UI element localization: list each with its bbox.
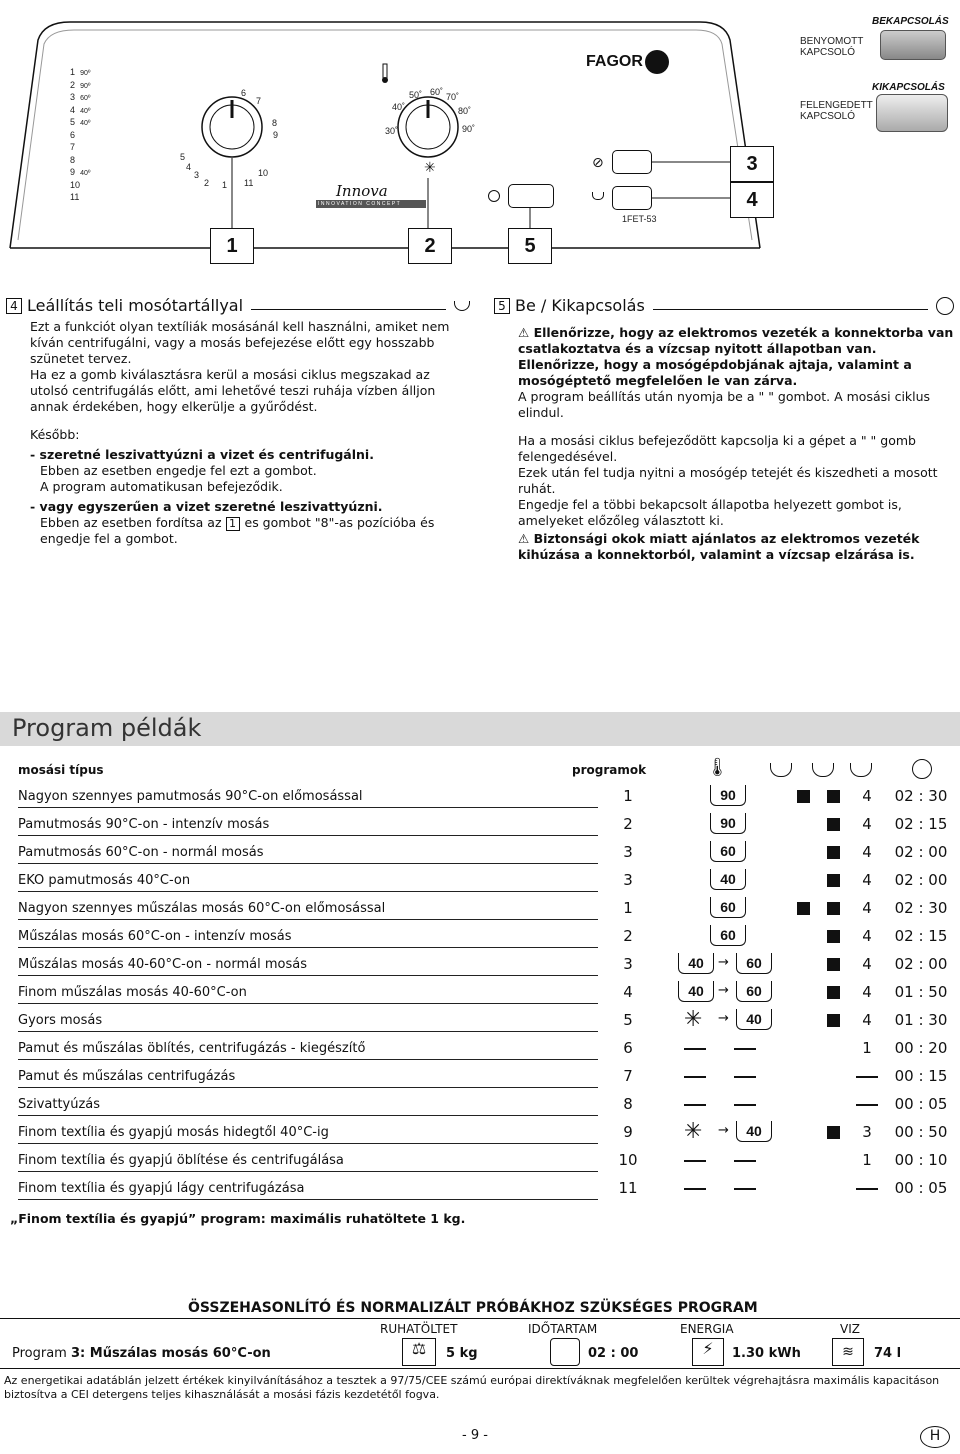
row-name: Finom textília és gyapjú lágy centrifugázása (18, 1181, 598, 1200)
row-duration: 00 : 05 (894, 1179, 948, 1197)
row-temperature (678, 1065, 798, 1089)
row-program: 2 (623, 815, 633, 833)
wash-mark (818, 1123, 848, 1141)
temperature-value: 40 (678, 981, 714, 1002)
wash-icon (812, 763, 834, 777)
fagor-emblem-icon (645, 50, 669, 74)
row-name: Pamut és műszálas centrifugázás (18, 1069, 598, 1088)
dial1-number: 2 (204, 178, 210, 188)
table-row (18, 841, 948, 869)
prewash-mark (788, 899, 818, 917)
start-stop-button[interactable] (508, 184, 554, 208)
table-row (18, 953, 948, 981)
temperature-value: 60 (710, 841, 746, 862)
rinse-count (852, 1067, 882, 1085)
energy-icon: ⚡ (692, 1338, 724, 1366)
row-duration: 02 : 00 (894, 871, 948, 889)
program-list (70, 60, 130, 202)
col-type-header: mosási típus (18, 763, 104, 777)
row-program: 1 (623, 787, 633, 805)
row-program: 3 (623, 955, 633, 973)
rinse-count: 4 (862, 899, 872, 917)
row-program: 8 (623, 1095, 633, 1113)
row-temperature (678, 1037, 798, 1061)
temperature-value: 40 (678, 953, 714, 974)
dial1-number: 4 (186, 162, 192, 172)
row-name: Gyors mosás (18, 1013, 598, 1032)
table-row (18, 869, 948, 897)
energy-value: 1.30 kWh (732, 1346, 801, 1361)
section-heading: Program példák (12, 714, 202, 742)
power-icon (936, 297, 954, 315)
warning: ⚠ Biztonsági okok miatt ajánlatos az elektromos vezeték kihúzása a konnektorból, valamint a vízcsap elzárása is. (518, 531, 920, 562)
wash-mark (818, 955, 848, 973)
temperature-value: 60 (736, 953, 772, 974)
arrow-icon: → (718, 1123, 729, 1138)
row-name: EKO pamutmosás 40°C-on (18, 873, 598, 892)
compare-section (0, 1298, 960, 1370)
power-icon (488, 190, 500, 202)
row-temperature (678, 953, 798, 977)
dash-mark (734, 1048, 756, 1050)
row-name: Pamutmosás 60°C-on - normál mosás (18, 845, 598, 864)
row-name: Pamut és műszálas öblítés, centrifugázás - kiegészítő (18, 1041, 598, 1060)
dial2-number: 40˚ (392, 102, 406, 112)
program-examples-banner (0, 712, 960, 746)
warning-icon: ⚠ (518, 531, 530, 546)
bullet: - szeretné leszivattyúzni a vizet és centrifugálni. (30, 447, 374, 462)
prewash-icon (770, 763, 792, 777)
dial1-number: 10 (258, 168, 269, 178)
wash-mark (818, 1011, 848, 1029)
temperature-value: 40 (710, 869, 746, 890)
wash-mark (818, 927, 848, 945)
row-program: 7 (623, 1067, 633, 1085)
program-list-item: 8 (70, 154, 76, 165)
dial1-number: 6 (241, 88, 247, 98)
callout-4: 4 (730, 182, 774, 218)
cold-icon: ✳ (684, 1007, 703, 1032)
temperature-icon: 🌡 (706, 757, 729, 778)
row-duration: 02 : 00 (894, 843, 948, 861)
row-duration: 00 : 50 (894, 1123, 948, 1141)
col-time-header: IDŐTARTAM (528, 1322, 598, 1336)
section-4 (6, 296, 470, 547)
row-duration: 02 : 30 (894, 899, 948, 917)
language-badge: H (920, 1426, 950, 1448)
program-list-item: 6 (70, 129, 76, 140)
program-list-item: 3 60º (70, 92, 91, 102)
table-row (18, 1093, 948, 1121)
fagor-logo: FAGOR (586, 50, 669, 74)
row-program: 3 (623, 843, 633, 861)
row-duration: 01 : 30 (894, 1011, 948, 1029)
paragraph: Engedje fel a többi bekapcsolt állapotba helyezett gombot is, amelyeket előzőleg választott ki. (518, 497, 902, 528)
button-released-illustration (876, 94, 948, 132)
button-pressed-illustration (880, 30, 946, 60)
table-row (18, 1009, 948, 1037)
rinse-count: 1 (862, 1151, 872, 1169)
dash-mark (734, 1188, 756, 1190)
control-panel (0, 0, 960, 290)
released-legend: FELENGEDETT KAPCSOLÓ (800, 100, 873, 122)
wash-mark (818, 983, 848, 1001)
rinse-hold-button[interactable] (612, 186, 652, 210)
section-4-heading: 4 Leállítás teli mosótartállyal (6, 296, 470, 315)
rinse-count: 4 (862, 955, 872, 973)
callout-2: 2 (408, 228, 452, 264)
dial1-number: 3 (194, 170, 200, 180)
program-list-item: 2 90º (70, 79, 91, 90)
table-row (18, 925, 948, 953)
section-5-heading: 5 Be / Kikapcsolás (494, 296, 954, 315)
program-list-item: 7 (70, 142, 76, 152)
dial2-number: 70˚ (446, 92, 460, 102)
temperature-value: 60 (710, 925, 746, 946)
compare-program-label: Program 3: Műszálas mosás 60°C-on (12, 1346, 271, 1361)
bullet-text: Ebben az esetben engedje fel ezt a gombot. (40, 463, 317, 478)
temperature-value: 90 (710, 813, 746, 834)
wash-mark (818, 899, 848, 917)
row-duration: 02 : 30 (894, 787, 948, 805)
row-temperature (678, 1177, 798, 1201)
row-temperature (678, 1121, 798, 1145)
water-value: 74 l (874, 1346, 902, 1361)
arrow-icon: → (718, 983, 729, 998)
table-row (18, 1149, 948, 1177)
dial1-number: 5 (180, 152, 186, 162)
rinse-count: 4 (862, 843, 872, 861)
table-footnote: „Finom textília és gyapjú” program: maximális ruhatöltete 1 kg. (10, 1211, 466, 1226)
rinse-count: 4 (862, 1011, 872, 1029)
paragraph: Ha a mosási ciklus befejeződött kapcsolja ki a gépet a " " gomb felengedésével. (518, 433, 916, 464)
wash-mark (818, 815, 848, 833)
col-energy-header: ENERGIA (680, 1322, 734, 1336)
dash-mark (734, 1104, 756, 1106)
water-icon: ≋ (832, 1338, 864, 1366)
wash-mark (818, 843, 848, 861)
dial2-number: 80˚ (458, 106, 472, 116)
compare-heading: ÖSSZEHASONLÍTÓ ÉS NORMALIZÁLT PRÓBÁKHOZ SZÜKSÉGES PROGRAM (188, 1300, 758, 1316)
row-program: 10 (618, 1151, 638, 1169)
row-name: Nagyon szennyes műszálas mosás 60°C-on előmosással (18, 901, 598, 920)
time-value: 02 : 00 (588, 1346, 639, 1361)
row-temperature (678, 897, 798, 921)
cold-icon: ✳ (424, 160, 436, 176)
row-name: Műszálas mosás 40-60°C-on - normál mosás (18, 957, 598, 976)
dial1-number: 9 (273, 130, 279, 140)
wash-mark (818, 787, 848, 805)
row-program: 11 (618, 1179, 638, 1197)
dial2-number: 50˚ (409, 90, 423, 100)
row-temperature (678, 841, 798, 865)
rinse-count: 4 (862, 871, 872, 889)
dash-mark (684, 1076, 706, 1078)
temperature-value: 90 (710, 785, 746, 806)
rinse-count: 4 (862, 815, 872, 833)
program-list-item: 1 90º (70, 67, 91, 77)
row-name: Műszálas mosás 60°C-on - intenzív mosás (18, 929, 598, 948)
row-program: 1 (623, 899, 633, 917)
row-duration: 00 : 20 (894, 1039, 948, 1057)
program-list-item: 11 (70, 192, 80, 202)
dial2-number: 90˚ (462, 124, 476, 134)
clock-icon (912, 759, 932, 779)
dash-mark (734, 1076, 756, 1078)
row-duration: 00 : 10 (894, 1151, 948, 1169)
clock-icon (550, 1338, 580, 1366)
row-name: Nagyon szennyes pamutmosás 90°C-on előmosással (18, 789, 598, 808)
rinse-count: 1 (862, 1039, 872, 1057)
col-prog-header: programok (572, 763, 647, 777)
table-header (18, 755, 948, 785)
row-name: Pamutmosás 90°C-on - intenzív mosás (18, 817, 598, 836)
dial1-number: 1 (222, 180, 228, 190)
col-water-header: VIZ (840, 1322, 860, 1336)
temperature-value: 40 (736, 1121, 772, 1142)
dash-mark (684, 1048, 706, 1050)
rinse-count (852, 1095, 882, 1113)
rinse-count: 3 (862, 1123, 872, 1141)
table-row (18, 981, 948, 1009)
table-row (18, 1177, 948, 1205)
prewash-mark (788, 787, 818, 805)
section-5 (494, 296, 954, 563)
tub-icon (454, 301, 470, 311)
arrow-icon: → (718, 1011, 729, 1026)
row-duration: 02 : 00 (894, 955, 948, 973)
warning: ⚠ Ellenőrizze, hogy az elektromos vezeték a konnektorba van csatlakoztatva és a vízcsap nyitott állapotban van. (518, 325, 954, 356)
program-list-item: 4 40º (70, 104, 91, 115)
cold-icon: ✳ (684, 1119, 703, 1144)
row-name: Finom textília és gyapjú mosás hidegtől 40°C-ig (18, 1125, 598, 1144)
callout-5: 5 (508, 228, 552, 264)
table-row (18, 897, 948, 925)
paragraph: Ezt a funkciót olyan textíliák mosásánál kell használni, amiket nem kíván centrifugálni, vagy a mosás befejezése előtt egy hosszabb szünetet tervez. (30, 319, 450, 366)
row-name: Szivattyúzás (18, 1097, 598, 1116)
rinse-count: 4 (862, 787, 872, 805)
tub-icon (592, 192, 604, 200)
temperature-value: 60 (736, 981, 772, 1002)
footer-note: Az energetikai adatáblán jelzett értékek kinyilvánításához a tesztek a 97/75/CEE számú európai direktíváknak megfelelően kerültek végrehajtásra maximális kapacitáson biztosítva a CEI detergens teljes kihasználását a mosási fázis kezdetétől fogva. (4, 1374, 940, 1401)
paragraph: Ezek után fel tudja nyitni a mosógép tetejét és kiszedheti a mosott ruhát. (518, 465, 938, 496)
row-name: Finom műszálas mosás 40-60°C-on (18, 985, 598, 1004)
model-code: 1FET-53 (622, 214, 657, 224)
table-row (18, 1065, 948, 1093)
row-duration: 01 : 50 (894, 983, 948, 1001)
bullet-text: A program automatikusan befejeződik. (40, 479, 283, 494)
row-temperature (678, 813, 798, 837)
dial1-number: 8 (272, 118, 278, 128)
temperature-value: 40 (736, 1009, 772, 1030)
row-program: 4 (623, 983, 633, 1001)
row-temperature (678, 925, 798, 949)
row-program: 9 (623, 1123, 633, 1141)
row-program: 3 (623, 871, 633, 889)
arrow-icon: → (718, 955, 729, 970)
scale-icon: ⚖ (402, 1338, 436, 1366)
row-program: 5 (623, 1011, 633, 1029)
row-temperature (678, 1149, 798, 1173)
row-program: 6 (623, 1039, 633, 1057)
row-temperature (678, 1093, 798, 1117)
no-spin-icon: ⊘ (592, 155, 604, 171)
dial1-number: 7 (256, 96, 262, 106)
off-label: KIKAPCSOLÁS (872, 82, 945, 93)
on-label: BEKAPCSOLÁS (872, 16, 949, 27)
program-list-item: 9 40º (70, 167, 91, 177)
dial2-number: 30˚ (385, 126, 399, 136)
callout-3: 3 (730, 146, 774, 182)
rinse-count: 4 (862, 927, 872, 945)
dial1-number: 11 (244, 178, 254, 188)
dash-mark (734, 1160, 756, 1162)
rinse-icon (850, 763, 872, 777)
program-list-item: 5 40º (70, 117, 91, 127)
callout-1: 1 (210, 228, 254, 264)
row-duration: 00 : 05 (894, 1095, 948, 1113)
row-temperature (678, 785, 798, 809)
dash-mark (684, 1188, 706, 1190)
warning-text: Ellenőrizze, hogy a mosógépdobjának ajtaja, valamint a mosógéptető megfelelően le van zárva. (518, 357, 912, 388)
row-duration: 02 : 15 (894, 927, 948, 945)
pressed-legend: BENYOMOTT KAPCSOLÓ (800, 36, 864, 58)
dash-mark (684, 1104, 706, 1106)
warning-icon: ⚠ (518, 325, 530, 340)
page-number: - 9 - (462, 1428, 488, 1443)
dash-mark (684, 1160, 706, 1162)
row-temperature (678, 869, 798, 893)
col-load-header: RUHATÖLTET (380, 1322, 458, 1336)
bullet: - vagy egyszerűen a vizet szeretné leszivattyúzni. (30, 499, 383, 514)
no-spin-button[interactable] (612, 150, 652, 174)
paragraph: Ha ez a gomb kiválasztásra kerül a mosási ciklus megszakad az utolsó centrifugálás előtt, ami lehetővé teszi ruhája vízben álljon annak érdekében, hogy elkerülje a gyűrődést. (30, 367, 436, 414)
temperature-value: 60 (710, 897, 746, 918)
program-list-item: 10 (70, 179, 81, 190)
row-duration: 02 : 15 (894, 815, 948, 833)
wash-mark (818, 871, 848, 889)
table-row (18, 1037, 948, 1065)
row-temperature (678, 1009, 798, 1033)
paragraph: Később: (30, 427, 80, 442)
rinse-count (852, 1179, 882, 1197)
load-value: 5 kg (446, 1346, 478, 1361)
table-row (18, 785, 948, 813)
dial2-number: 60˚ (430, 87, 444, 97)
row-name: Finom textília és gyapjú öblítése és centrifugálása (18, 1153, 598, 1172)
bullet-text: Ebben az esetben fordítsa az 1 es gombot "8"-as pozícióba és engedje fel a gombot. (40, 515, 435, 546)
row-program: 2 (623, 927, 633, 945)
row-temperature (678, 981, 798, 1005)
paragraph: A program beállítás után nyomja be a " " gombot. A mosási ciklus elindul. (518, 389, 931, 420)
rinse-count: 4 (862, 983, 872, 1001)
table-row (18, 813, 948, 841)
innova-logo: Innova INNOVATION CONCEPT (316, 182, 426, 208)
row-duration: 00 : 15 (894, 1067, 948, 1085)
table-row (18, 1121, 948, 1149)
